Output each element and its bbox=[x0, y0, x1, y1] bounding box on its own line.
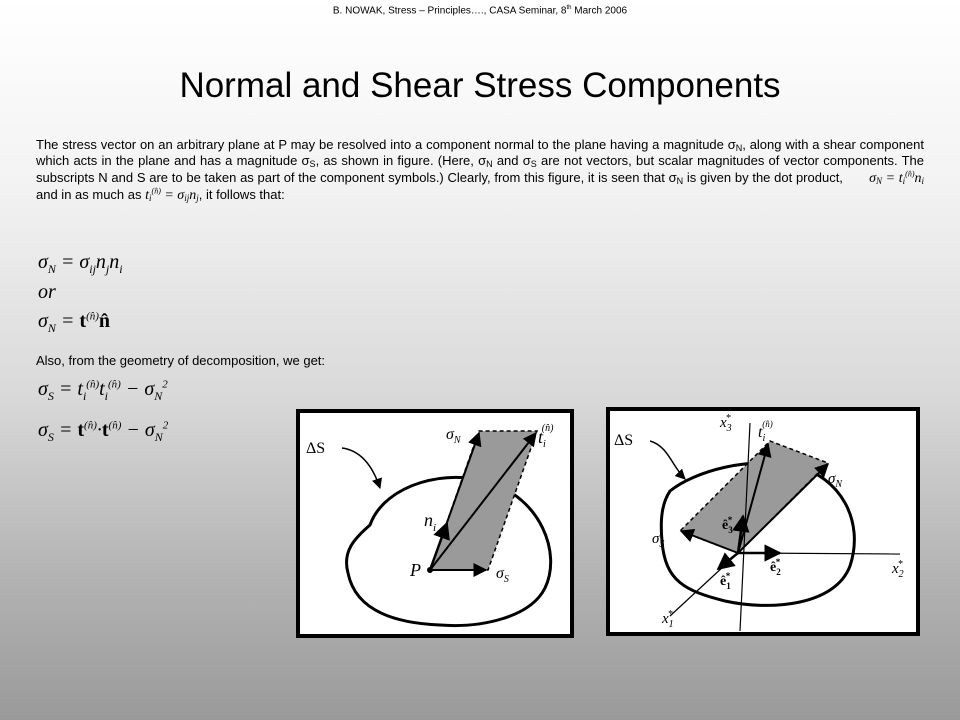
e1-label: $ê_1*$ bbox=[720, 571, 731, 591]
e3-label: $ê_3*$ bbox=[722, 515, 733, 535]
x1-label: $x_1*$ bbox=[662, 609, 674, 630]
point-p bbox=[427, 567, 433, 573]
x2-label: $x_2*$ bbox=[892, 559, 904, 580]
sigma-s-label: $\sigma_S$ bbox=[652, 531, 665, 550]
inline-equation-cauchy: $t_i^{(n̂)} = \sigma_{ij}n_j$ bbox=[145, 186, 199, 203]
x3-label: $x_3*$ bbox=[720, 413, 732, 434]
delta-s-label: ΔS bbox=[614, 432, 634, 449]
unit-normal-label: $n_i$ bbox=[424, 510, 437, 534]
equation-normal-stress-index: $\sigma_N = \sigma_{ij}n_jn_i$ bbox=[38, 251, 123, 276]
traction-label: $t_i(n̂)$ bbox=[538, 423, 554, 450]
traction-label: $t_i(n̂)$ bbox=[758, 419, 773, 444]
sigma-n-label: $\sigma_N$ bbox=[446, 426, 461, 446]
inline-equation-normal: $\sigma_N = t_i^{(n̂)}n_i$ bbox=[869, 168, 924, 186]
figure-stress-decomposition-3d bbox=[606, 407, 920, 636]
sigma-s-label: $\sigma_S$ bbox=[496, 565, 509, 585]
e2-label: $ê_2*$ bbox=[770, 557, 781, 577]
delta-s-label: ΔS bbox=[306, 440, 326, 457]
point-p-label: P bbox=[410, 560, 421, 580]
equation-shear-stress-vector: $\sigma_S = t^{(n̂)}\cdot t^{(n̂)} - \sigma_N^2$ bbox=[38, 419, 169, 444]
body-paragraph: The stress vector on an arbitrary plane at P may be resolved into a component normal to the plane having a magnitude $\sigma_N$, along with a shear component which acts in the plane and has a magnitude $\sigma_S$, as shown in figure. (Here, $\sigma_N$ and $\sigma_S$ are not vectors, but scalar magnitudes of vector components. The subscripts N and S are to be taken as part of the component symbols.) Clearly, from this figure, it is seen that $\sigma_N$ is given by the dot product, $\sigma_N = t_i^{(n̂)}n_i$ and in as much as $t_i^{(n̂)} = \sigma_{ij}n_j$, it follows that: bbox=[36, 137, 925, 203]
e1-vector bbox=[718, 553, 738, 569]
slide-title: Normal and Shear Stress Components bbox=[179, 66, 781, 105]
equation-or: or bbox=[38, 281, 56, 303]
equation-normal-stress-vector: $\sigma_N$ = $t^{(n̂)}n̂$ bbox=[38, 310, 111, 335]
also-text: Also, from the geometry of decomposition, we get: bbox=[36, 353, 326, 368]
figure-stress-decomposition-2d bbox=[296, 409, 574, 638]
delta-s-arrow bbox=[342, 448, 380, 488]
delta-s-arrow bbox=[650, 441, 685, 479]
sigma-n-label: $\sigma_N$ bbox=[828, 471, 843, 490]
equation-shear-stress-index: $\sigma_S = t_i^{(n̂)}t_i^{(n̂)} - \sigma_N^2$ bbox=[38, 378, 168, 403]
slide-header: B. NOWAK, Stress – Principles…., CASA Seminar, 8th March 2006 bbox=[332, 5, 628, 17]
